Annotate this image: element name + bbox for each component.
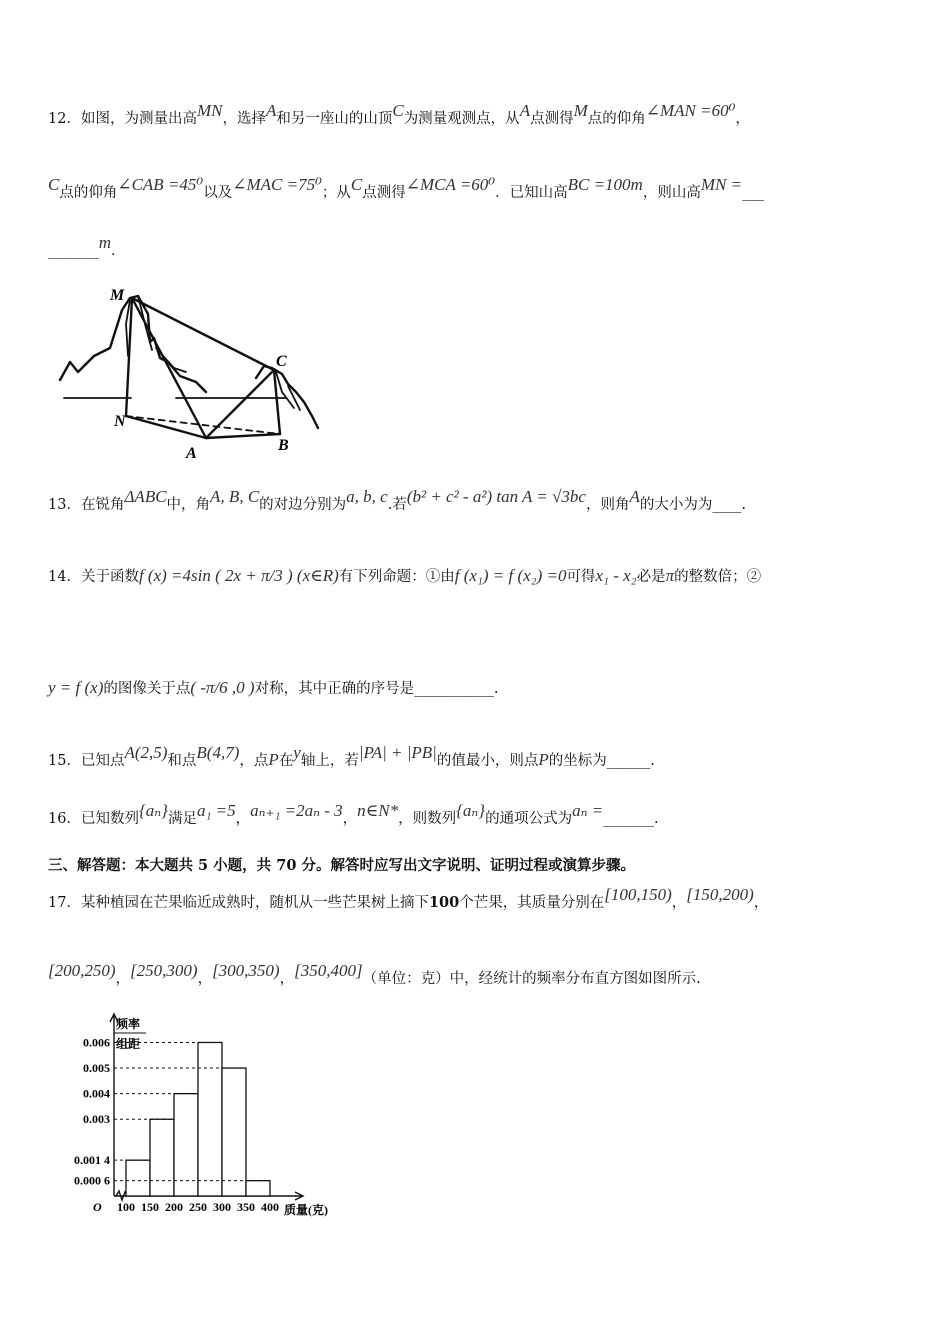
y-tick-label: 0.001 4 — [74, 1153, 110, 1168]
y-tick-label: 0.003 — [83, 1112, 110, 1127]
frequency-histogram — [40, 1010, 360, 1225]
x-tick-label: 350 — [237, 1200, 255, 1214]
x-tick-label: 250 — [189, 1200, 207, 1214]
q14-line-2: y = f (x)的图像关于点( -π/6 ,0 )对称，其中正确的序号是___________. — [48, 678, 499, 697]
histogram-bar-150-200 — [150, 1119, 174, 1196]
y-tick-label: 0.005 — [83, 1061, 110, 1076]
label-C: C — [276, 353, 287, 370]
y-tick-label: 0.000 6 — [74, 1173, 110, 1188]
q16-line: 16．已知数列{aₙ}满足a₁ =5，aₙ₊₁ =2aₙ - 3，n∈N*，则数列{aₙ}的通项公式为aₙ =_______. — [48, 801, 659, 827]
x-tick-label: 400 — [261, 1200, 279, 1214]
y-tick-label: 0.004 — [83, 1086, 110, 1101]
y-label-top: 频率 — [116, 1017, 141, 1031]
histogram-bar-350-400 — [246, 1181, 270, 1196]
origin-label: O — [93, 1200, 102, 1214]
x-axis-label: 质量(克) — [284, 1203, 328, 1217]
label-B: B — [278, 437, 289, 454]
q17-line-1: 17．某种植园在芒果临近成熟时，随机从一些芒果树上摘下100个芒果，其质量分别在[100,150)，[150,200)， — [48, 885, 769, 911]
left-mountain-outline — [60, 296, 206, 392]
y-label-bottom: 组距 — [116, 1037, 141, 1051]
q15-line: 15．已知点A(2,5)和点B(4,7)，点P在y轴上，若|PA| + |PB|的值最小，则点P的坐标为______. — [48, 743, 655, 769]
q12-line-3: _______m． — [48, 233, 126, 259]
q12-line-1: 12．如图，为测量出高MN，选择A和另一座山的山顶C为测量观测点，从A点测得M点的仰角∠MAN =60⁰， — [48, 101, 750, 127]
label-M: M — [110, 287, 125, 304]
x-tick-label: 200 — [165, 1200, 183, 1214]
line-NA — [126, 416, 206, 438]
q17-line-2: [200,250)，[250,300)，[300,350)，[350,400]（单位：克）中，经统计的频率分布直方图如图所示. — [48, 961, 701, 987]
q13-line: 13．在锐角ΔABC中，角A, B, C的对边分别为a, b, c.若(b² + c² - a²) tan A = √3bc，则角A的大小为为____. — [48, 487, 746, 513]
line-MA — [132, 298, 206, 438]
q14-line-1: 14．关于函数f (x) =4sin ( 2x + π/3 ) (x∈R)有下列命题：①由f (x₁) = f (x₂) =0可得x₁ - x₂必是π的整数倍；② — [48, 566, 762, 585]
left-mountain-ridges — [126, 296, 186, 372]
x-tick-label: 100 — [117, 1200, 135, 1214]
right-mountain-outline — [256, 366, 318, 428]
histogram-bar-250-300 — [198, 1042, 222, 1196]
label-A: A — [186, 445, 197, 460]
x-tick-label: 300 — [213, 1200, 231, 1214]
q12-mountain-figure — [56, 280, 326, 460]
histogram-bar-300-350 — [222, 1068, 246, 1196]
label-N: N — [114, 413, 126, 430]
line-AC — [206, 370, 274, 438]
histogram-bar-100-150 — [126, 1160, 150, 1196]
q12-line-2: C点的仰角∠CAB =45⁰以及∠MAC =75⁰；从C点测得∠MCA =60⁰．已知山高BC =100m，则山高MN =___ — [48, 175, 764, 201]
line-AB — [206, 434, 280, 438]
x-tick-label: 150 — [141, 1200, 159, 1214]
section-3-heading: 三、解答题：本大题共 5 小题，共 70 分。解答时应写出文字说明、证明过程或演算步骤。 — [48, 857, 635, 874]
y-tick-label: 0.006 — [83, 1035, 110, 1050]
line-MC — [132, 298, 274, 370]
